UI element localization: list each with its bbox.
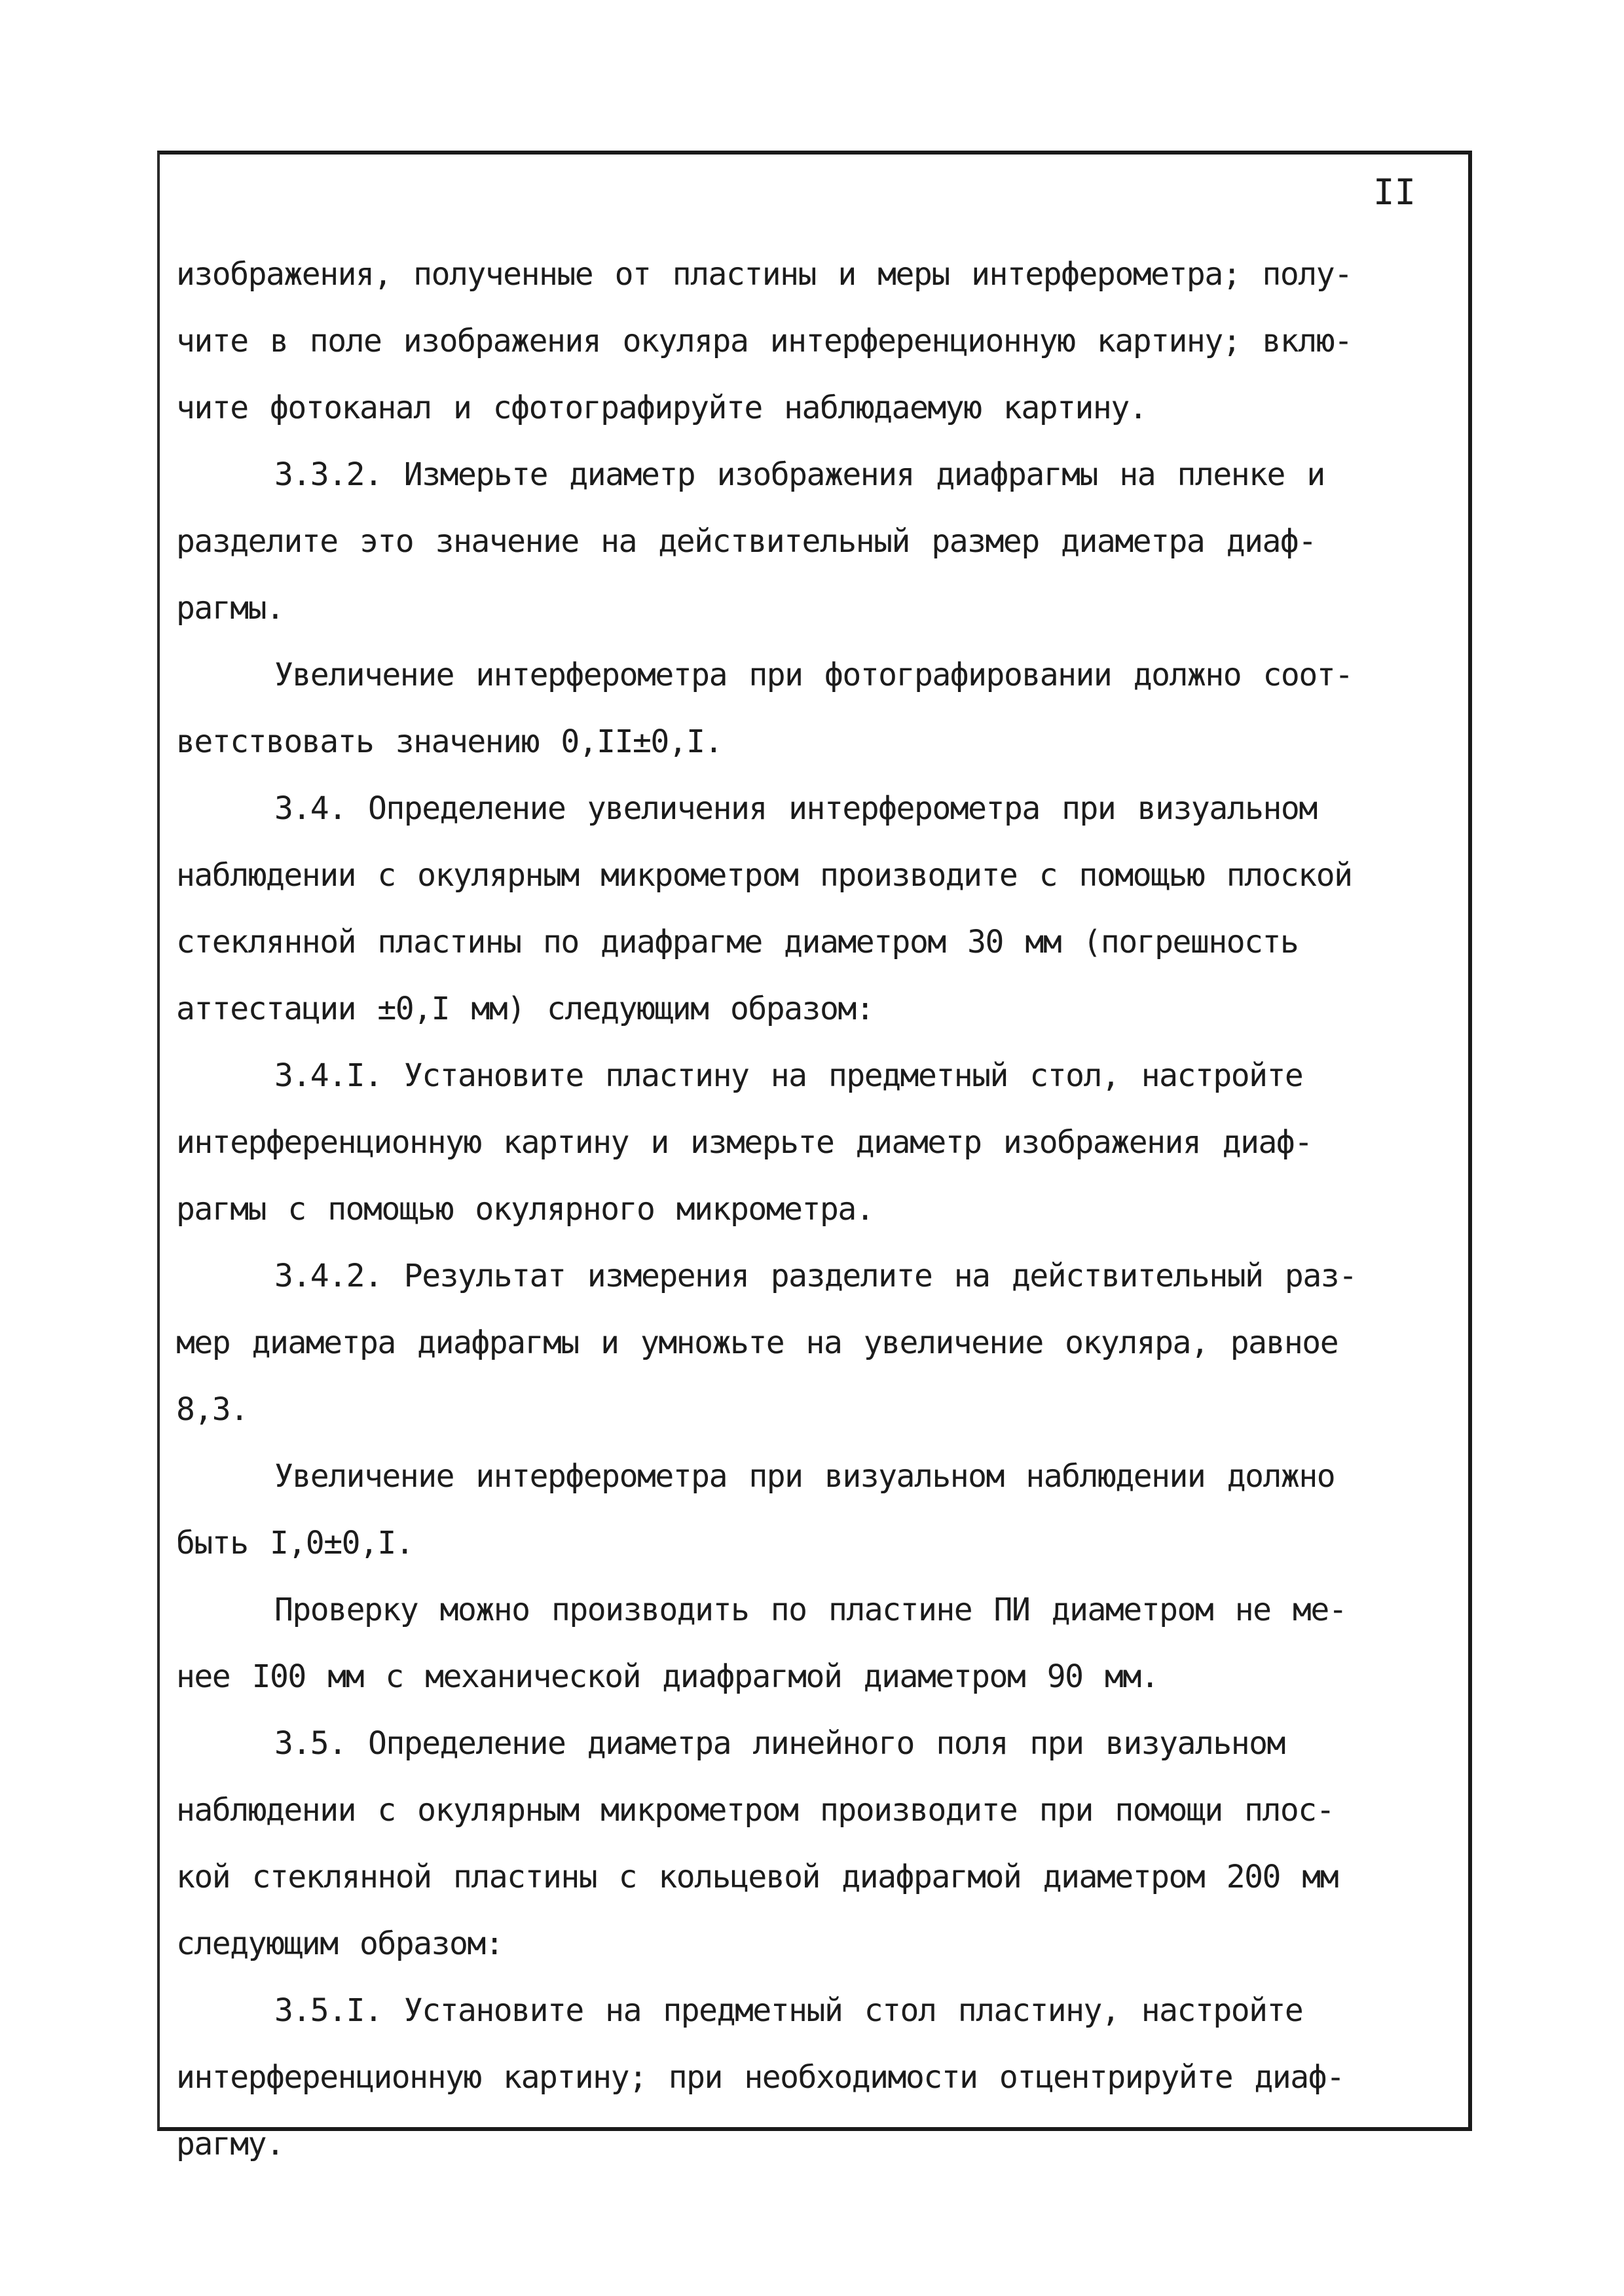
text-line: 3.4. Определение увеличения интерферометра при визуальном [274, 790, 1317, 827]
text-line: 3.5.I. Установите на предметный стол пластину, настройте [274, 1992, 1303, 2029]
text-line: 3.3.2. Измерьте диаметр изображения диафрагмы на пленке и [274, 456, 1325, 493]
text-line: Увеличение интерферометра при фотографировании должно соот- [274, 657, 1353, 693]
page-number: II [1373, 172, 1416, 213]
text-line: 8,3. [176, 1391, 248, 1428]
text-line: 3.4.I. Установите пластину на предметный стол, настройте [274, 1057, 1303, 1094]
text-line: нее I00 мм с механической диафрагмой диаметром 90 мм. [176, 1658, 1159, 1695]
text-line: 3.4.2. Результат измерения разделите на действительный раз- [274, 1258, 1357, 1294]
text-line: наблюдении с окулярным микрометром производите с помощью плоской [176, 857, 1352, 894]
text-line: 3.5. Определение диаметра линейного поля при визуальном [274, 1725, 1285, 1762]
document-body [176, 241, 1469, 2178]
text-line: чите в поле изображения окуляра интерференционную картину; вклю- [176, 323, 1352, 359]
text-line: аттестации ±0,I мм) следующим образом: [176, 991, 874, 1027]
text-line: быть I,0±0,I. [176, 1525, 414, 1561]
text-line: следующим образом: [176, 1925, 504, 1962]
text-line: чите фотоканал и сфотографируйте наблюдаемую картину. [176, 390, 1147, 426]
text-line: рагмы с помощью окулярного микрометра. [176, 1191, 874, 1228]
text-line: мер диаметра диафрагмы и умножьте на увеличение окуляра, равное [176, 1324, 1338, 1361]
text-line: ветствовать значению 0,II±0,I. [176, 723, 722, 760]
text-line: рагму. [176, 2126, 284, 2162]
text-line: интерференционную картину и измерьте диаметр изображения диаф- [176, 1124, 1312, 1161]
text-line: изображения, полученные от пластины и меры интерферометра; полу- [176, 256, 1352, 293]
text-line: Проверку можно производить по пластине ПИ диаметром не ме- [274, 1592, 1347, 1628]
text-line: интерференционную картину; при необходимости отцентрируйте диаф- [176, 2059, 1344, 2096]
text-line: рагмы. [176, 590, 284, 627]
text-line: Увеличение интерферометра при визуальном наблюдении должно [274, 1458, 1335, 1495]
text-line: кой стеклянной пластины с кольцевой диафрагмой диаметром 200 мм [176, 1859, 1338, 1895]
page-frame [157, 151, 1472, 2162]
text-line: наблюдении с окулярным микрометром производите при помощи плос- [176, 1792, 1335, 1829]
text-line: разделите это значение на действительный размер диаметра диаф- [176, 523, 1316, 560]
text-line: стеклянной пластины по диафрагме диаметром 30 мм (погрешность [176, 924, 1299, 960]
